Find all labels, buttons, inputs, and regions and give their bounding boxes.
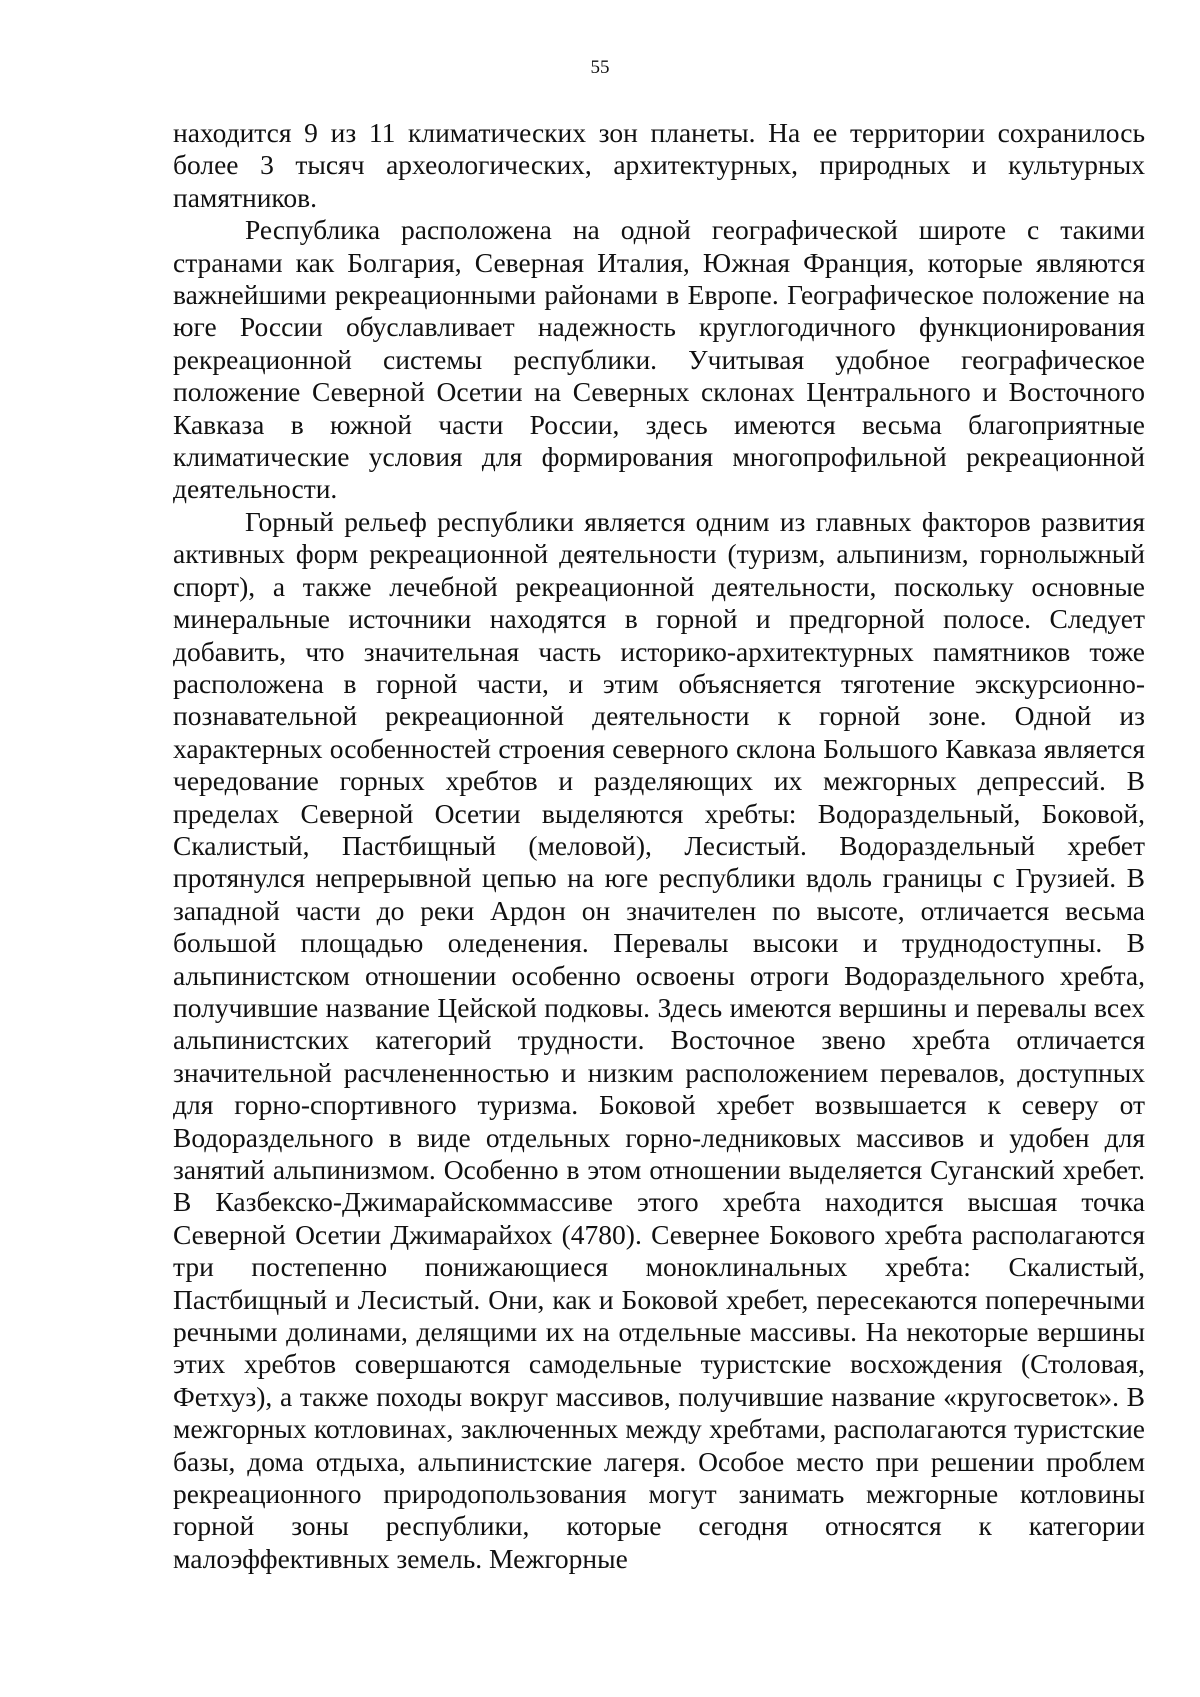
paragraph-2: Республика расположена на одной географической широте с такими странами как Болгария, Северная Италия, Южная Франция, которые являются важнейшими рекреационными районами в Европе. Географическое положение на юге России обуславливает надежность круглогодичного функционирования рекреационной системы республики. Учитывая удобное географическое положение Северной Осетии на Северных склонах Центрального и Восточного Кавказа в южной части России, здесь имеются весьма благоприятные климатические условия для формирования многопрофильной рекреационной деятельности.: [173, 214, 1145, 505]
page-number: 55: [590, 57, 610, 78]
text-body: [173, 117, 1145, 1575]
paragraph-1: находится 9 из 11 климатических зон планеты. На ее территории сохранилось более 3 тысяч археологических, архитектурных, природных и культурных памятников.: [173, 117, 1145, 213]
paragraph-3: Горный рельеф республики является одним из главных факторов развития активных форм рекреационной деятельности (туризм, альпинизм, горнолыжный спорт), а также лечебной рекреационной деятельности, поскольку основные минеральные источники находятся в горной и предгорной полосе. Следует добавить, что значительная часть историко-архитектурных памятников тоже расположена в горной части, и этим объясняется тяготение экскурсионно-познавательной рекреационной деятельности к горной зоне. Одной из характерных особенностей строения северного склона Большого Кавказа является чередование горных хребтов и разделяющих их межгорных депрессий. В пределах Северной Осетии выделяются хребты: Водораздельный, Боковой, Скалистый, Пастбищный (меловой), Лесистый. Водораздельный хребет протянулся непрерывной цепью на юге республики вдоль границы с Грузией. В западной части до реки Ардон он значителен по высоте, отличается весьма большой площадью оледенения. Перевалы высоки и труднодоступны. В альпинистском отношении особенно освоены отроги Водораздельного хребта, получившие название Цейской подковы. Здесь имеются вершины и перевалы всех альпинистских категорий трудности. Восточное звено хребта отличается значительной расчлененностью и низким расположением перевалов, доступных для горно-спортивного туризма. Боковой хребет возвышается к северу от Водораздельного в виде отдельных горно-ледниковых массивов и удобен для занятий альпинизмом. Особенно в этом отношении выделяется Суганский хребет. В Казбекско-Джимарайскоммассиве этого хребта находится высшая точка Северной Осетии Джимарайхох (4780). Севернее Бокового хребта располагаются три постепенно понижающиеся моноклинальных хребта: Скалистый, Пастбищный и Лесистый. Они, как и Боковой хребет, пересекаются поперечными речными долинами, делящими их на отдельные массивы. На некоторые вершины этих хребтов совершаются самодельные туристские восхождения (Столовая, Фетхуз), а также походы вокруг массивов, получившие название «кругосветок». В межгорных котловинах, заключенных между хребтами, располагаются туристские базы, дома отдыха, альпинистские лагеря. Особое место при решении проблем рекреационного природопользования могут занимать межгорные котловины горной зоны республики, которые сегодня относятся к категории малоэффективных земель. Межгорные: [173, 505, 1145, 1574]
